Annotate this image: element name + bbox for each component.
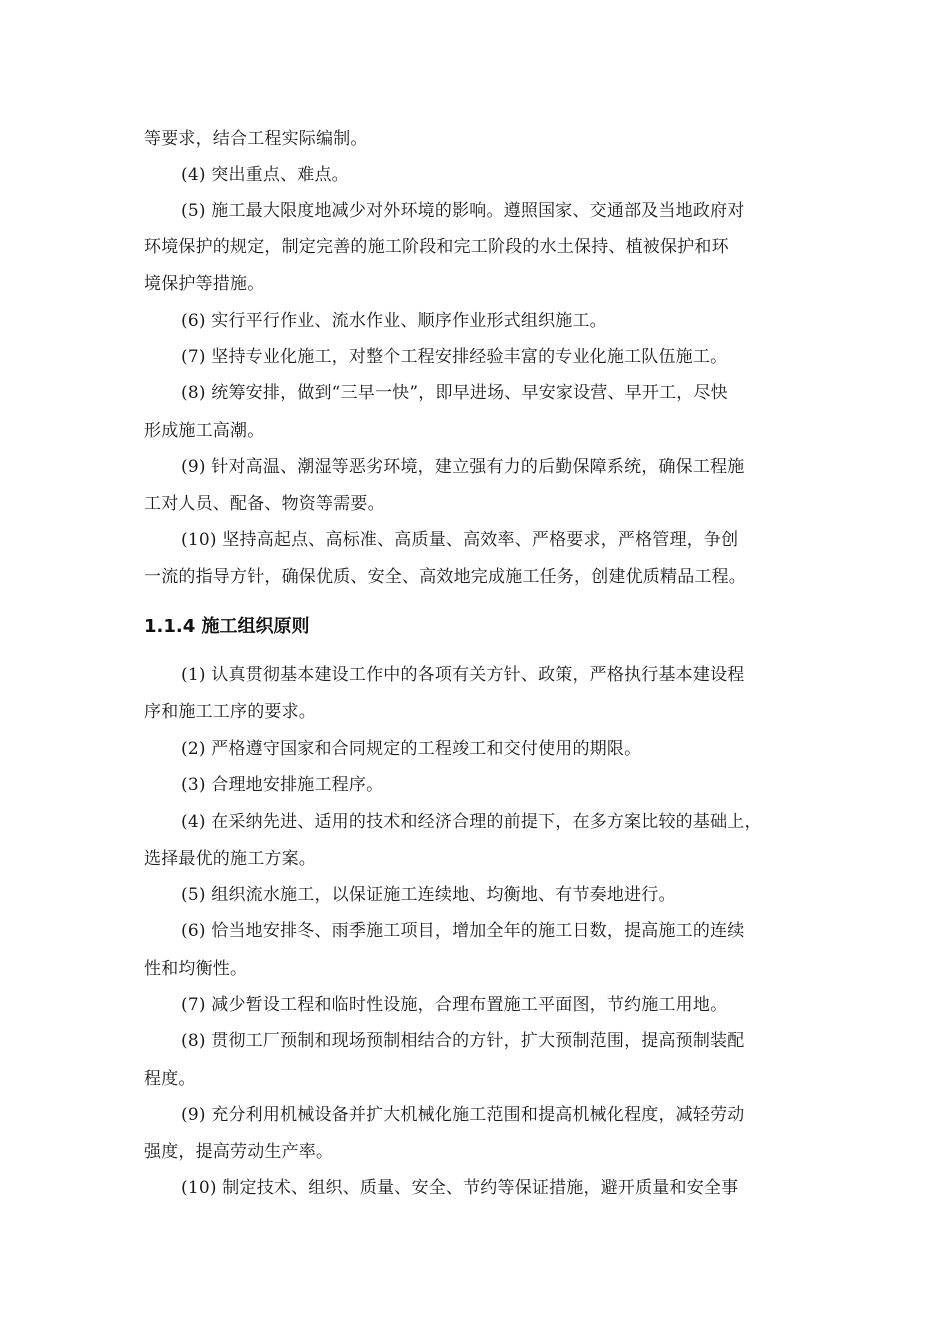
list-item: (8) 统筹安排，做到“三早一快”，即早进场、早安家设营、早开工，尽快	[181, 383, 728, 403]
list-item: (7) 坚持专业化施工，对整个工程安排经验丰富的专业化施工队伍施工。	[181, 347, 728, 367]
text-line: 强度，提高劳动生产率。	[144, 1142, 334, 1162]
list-item: (9) 针对高温、潮湿等恶劣环境，建立强有力的后勤保障系统，确保工程施	[181, 457, 745, 477]
list-item: (4) 突出重点、难点。	[181, 165, 349, 185]
list-item: (2) 严格遵守国家和合同规定的工程竣工和交付使用的期限。	[181, 739, 642, 759]
list-item: (6) 恰当地安排冬、雨季施工项目，增加全年的施工日数，提高施工的连续	[181, 921, 745, 941]
list-item: (6) 实行平行作业、流水作业、顺序作业形式组织施工。	[181, 311, 607, 331]
list-item: (10) 坚持高起点、高标准、高质量、高效率、严格要求，严格管理，争创	[181, 530, 739, 550]
list-item: (5) 组织流水施工，以保证施工连续地、均衡地、有节奏地进行。	[181, 885, 676, 905]
text-line: 一流的指导方针，确保优质、安全、高效地完成施工任务，创建优质精品工程。	[144, 567, 746, 587]
text-line: 性和均衡性。	[144, 959, 248, 979]
text-line: 程度。	[144, 1069, 196, 1089]
text-line: 环境保护的规定，制定完善的施工阶段和完工阶段的水土保持、植被保护和环	[144, 237, 729, 257]
list-item: (9) 充分利用机械设备并扩大机械化施工范围和提高机械化程度，减轻劳动	[181, 1105, 745, 1125]
list-item: (5) 施工最大限度地减少对外环境的影响。遵照国家、交通部及当地政府对	[181, 201, 745, 221]
list-item: (10) 制定技术、组织、质量、安全、节约等保证措施，避开质量和安全事	[181, 1178, 739, 1198]
list-item: (8) 贯彻工厂预制和现场预制相结合的方针，扩大预制范围，提高预制装配	[181, 1031, 745, 1051]
text-line: 等要求，结合工程实际编制。	[144, 129, 368, 149]
section-heading: 1.1.4 施工组织原则	[144, 616, 310, 637]
text-line: 境保护等措施。	[144, 274, 265, 294]
text-line: 序和施工工序的要求。	[144, 702, 316, 722]
list-item: (4) 在采纳先进、适用的技术和经济合理的前提下，在多方案比较的基础上，	[181, 812, 762, 832]
list-item: (1) 认真贯彻基本建设工作中的各项有关方针、政策，严格执行基本建设程	[181, 665, 745, 685]
list-item: (7) 减少暂设工程和临时性设施，合理布置施工平面图，节约施工用地。	[181, 995, 728, 1015]
text-line: 形成施工高潮。	[144, 421, 265, 441]
text-line: 工对人员、配备、物资等需要。	[144, 494, 385, 514]
text-line: 选择最优的施工方案。	[144, 849, 316, 869]
list-item: (3) 合理地安排施工程序。	[181, 775, 384, 795]
